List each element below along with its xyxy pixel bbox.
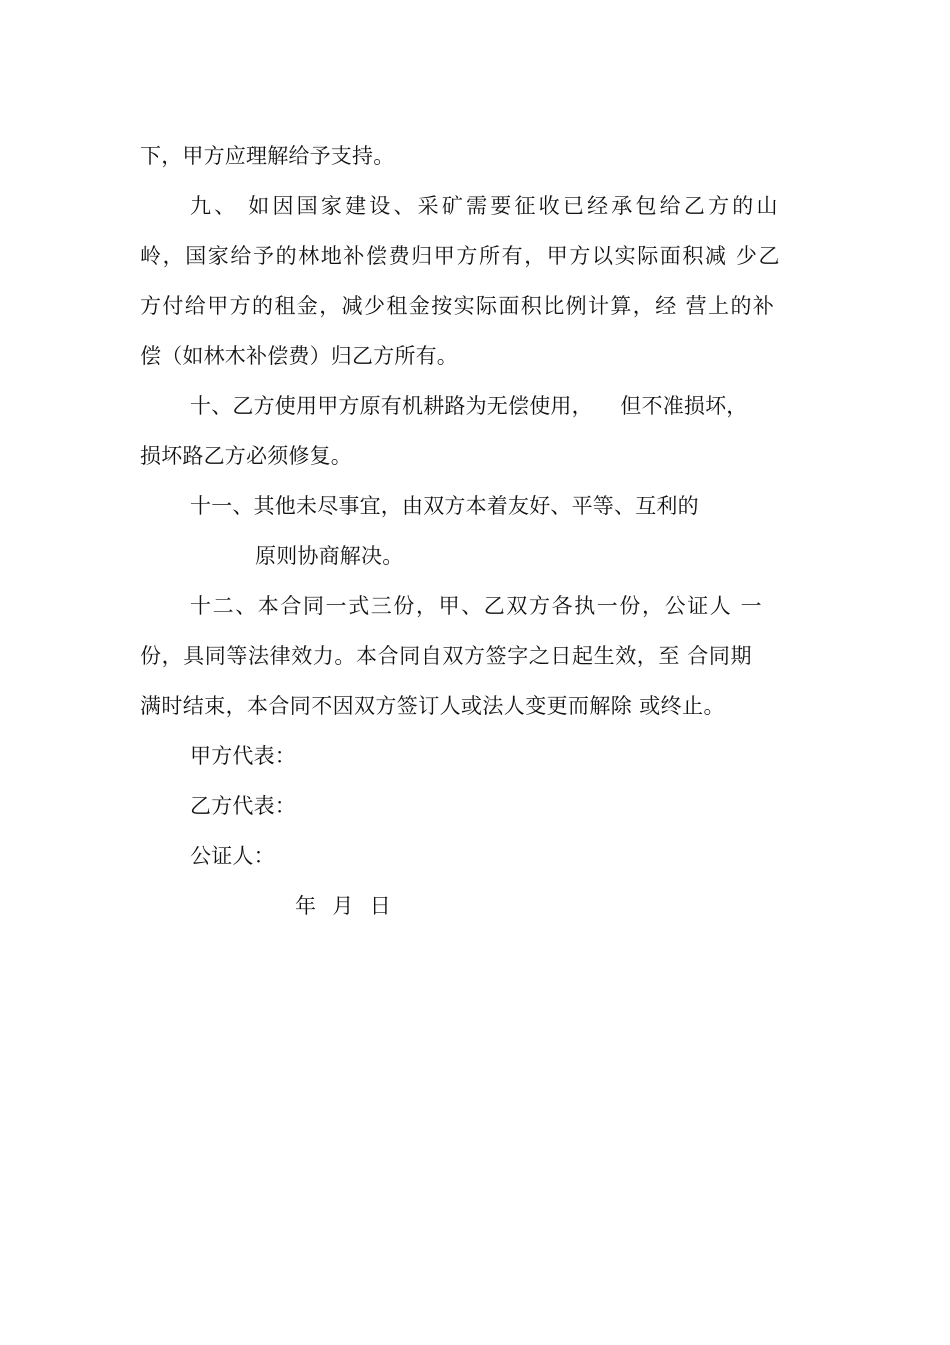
notary-label: 公证人：	[190, 844, 275, 868]
text-line-10: 十二、本合同一式三份，甲、乙双方各执一份，公证人 一	[190, 594, 764, 618]
text-line-2: 九、 如因国家建设、采矿需要征收已经承包给乙方的山	[190, 194, 781, 218]
date-line: 年 月 日	[295, 894, 392, 918]
text-line-7: 损坏路乙方必须修复。	[140, 444, 352, 468]
party-a-representative-label: 甲方代表：	[190, 744, 296, 768]
text-line-6: 十、乙方使用甲方原有机耕路为无偿使用， 但不准损坏，	[190, 394, 748, 418]
text-line-8: 十一、其他未尽事宜，由双方本着友好、平等、互利的	[190, 494, 699, 518]
text-line-9: 原则协商解决。	[255, 544, 404, 568]
party-b-representative-label: 乙方代表：	[190, 794, 296, 818]
text-line-5: 偿（如林木补偿费）归乙方所有。	[140, 344, 458, 368]
text-line-12: 满时结束，本合同不因双方签订人或法人变更而解除 或终止。	[140, 694, 725, 718]
text-line-3: 岭，国家给予的林地补偿费归甲方所有，甲方以实际面积减 少乙	[140, 244, 782, 268]
text-line-4: 方付给甲方的租金，减少租金按实际面积比例计算，经 营上的补	[140, 294, 776, 318]
text-line-1: 下，甲方应理解给予支持。	[140, 144, 395, 168]
text-line-11: 份，具同等法律效力。本合同自双方签字之日起生效，至 合同期	[140, 644, 753, 668]
